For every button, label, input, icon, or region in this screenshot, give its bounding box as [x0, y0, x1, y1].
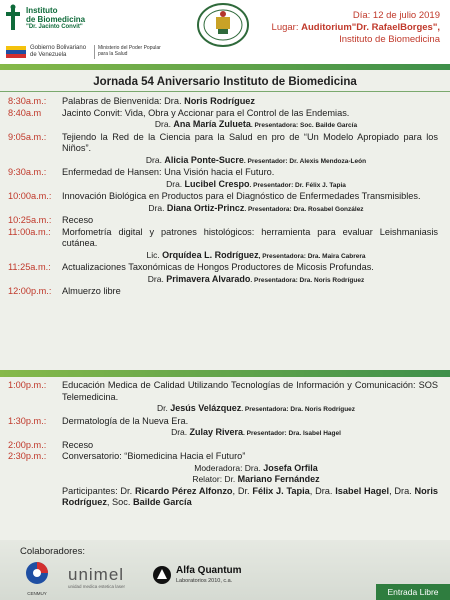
- speaker-line: Dra. Primavera Alvarado. Presentadora: Dra. Noris Rodríguez: [147, 273, 365, 284]
- schedule-topic: Educación Medica de Calidad Utilizando Tecnologías de Información y Comunicación: SOS Telemedicina.: [62, 380, 438, 402]
- schedule-time: 8:40a.m: [8, 107, 42, 118]
- section-divider: [0, 370, 450, 377]
- schedule-time: 12:00p.m.:: [8, 286, 52, 296]
- relator-line: Relator: Dr. Mariano Fernández: [192, 474, 320, 484]
- page-title: Jornada 54 Aniversario Instituto de Biomedicina: [0, 72, 450, 92]
- institute-logo: [4, 4, 124, 40]
- event-date: Día: 12 de julio 2019: [352, 10, 440, 21]
- event-location: Lugar: Auditorium"Dr. RafaelBorges",: [271, 22, 440, 33]
- schedule-time: 8:30a.m.:: [8, 96, 47, 106]
- schedule-topic: Conversatorio: “Biomedicina Hacia el Futuro”: [62, 451, 246, 461]
- schedule-time: 2:00p.m.:: [8, 439, 47, 450]
- schedule-item: [0, 416, 450, 428]
- schedule-topic: Tejiendo la Red de la Ciencia para la Salud en pro de “Un Modelo Apropiado para los Niños”.: [62, 131, 438, 153]
- gov-name: Gobierno Bolivariano de Venezuela: [30, 45, 87, 58]
- schedule-time: 9:30a.m.:: [8, 167, 47, 177]
- schedule-time: 10:25a.m.:: [8, 215, 52, 225]
- schedule-item: [0, 215, 450, 227]
- collaborators-label: Colaboradores:: [20, 546, 85, 557]
- ministry-name: Ministerio del Poder Popular para la Salud: [98, 45, 161, 57]
- header: [0, 0, 450, 64]
- schedule-item: [0, 132, 450, 155]
- schedule-topic: Dermatología de la Nueva Era.: [62, 415, 189, 426]
- speaker-line: Lic. Orquídea L. Rodríguez, Presentadora: Dra. Maira Cabrera: [146, 249, 366, 260]
- schedule-item: [0, 191, 450, 203]
- government-logo: [6, 44, 186, 60]
- speaker-line: Dra. Zulay Rivera. Presentador: Dra. Isabel Hagel: [171, 427, 341, 437]
- alfa-quantum-icon: [152, 565, 172, 585]
- schedule-item: [0, 96, 450, 108]
- speaker-line: Dra. Lucibel Crespo. Presentador: Dr. Félix J. Tapia: [166, 178, 346, 189]
- moderator-line: Moderadora: Dra. Josefa Orfila: [194, 462, 318, 473]
- speaker-line: Dr. Jesús Velázquez. Presentadora: Dra. Noris Rodríguez: [156, 403, 356, 413]
- header-band: [0, 64, 450, 70]
- speaker-line: Dra. Alicia Ponte-Sucre. Presentador: Dr. Alexis Mendoza-León: [145, 154, 367, 165]
- event-info: [272, 10, 440, 46]
- schedule-time: 1:00p.m.:: [8, 380, 47, 390]
- schedule-topic: Palabras de Bienvenida: Dra. Noris Rodríguez: [62, 96, 256, 106]
- participants-line: [0, 486, 450, 509]
- schedule-topic: Receso: [62, 439, 94, 450]
- schedule-item: [0, 451, 450, 463]
- cenmuy-logo: CENMUY: [22, 560, 52, 594]
- schedule-time: 2:30p.m.:: [8, 451, 47, 461]
- gov-separator: [94, 45, 95, 59]
- morning-program: [0, 96, 450, 298]
- schedule-item: [0, 227, 450, 250]
- afternoon-program: [0, 380, 450, 509]
- free-entry-badge: Entrada Libre: [376, 584, 450, 600]
- university-seal-icon: [196, 2, 250, 48]
- schedule-item: [0, 440, 450, 452]
- institute-subtitle: "Dr. Jacinto Convit": [26, 24, 83, 30]
- schedule-time: 11:00a.m.:: [8, 226, 51, 237]
- schedule-item: [0, 286, 450, 298]
- unimel-logo: unimel unidad medica estetica laser: [68, 565, 126, 589]
- schedule-topic: Innovación Biológica en Productos para el Diagnóstico de Enfermedades Transmisibles.: [62, 191, 421, 201]
- schedule-topic: Almuerzo libre: [62, 286, 121, 296]
- schedule-time: 9:05a.m.:: [8, 131, 47, 142]
- event-location-line2: Instituto de Biomedicina: [339, 34, 440, 45]
- schedule-item: [0, 380, 450, 403]
- schedule-topic: Morfometría digital y patrones histológicos: herramienta para evaluar Leishmaniasis cutánea.: [62, 226, 438, 248]
- schedule-topic: Receso: [62, 215, 94, 225]
- participants-list: Participantes: Dr. Ricardo Pérez Alfonzo, Dr. Félix J. Tapia, Dra. Isabel Hagel, Dra. Noris Rodríguez, Soc. Bailde García: [62, 485, 438, 507]
- alfa-quantum-logo: Alfa Quantum Laboratorios 2010, c.a.: [152, 563, 250, 591]
- speaker-line: Dra. Diana Ortiz-Princz. Presentadora: Dra. Rosabel González: [148, 202, 364, 213]
- venezuela-flag-icon: [6, 46, 26, 58]
- institute-name: Instituto de Biomedicina: [26, 6, 86, 24]
- schedule-time: 11:25a.m.:: [8, 262, 51, 272]
- schedule-topic: Actualizaciones Taxonómicas de Hongos Productores de Micosis Profundas.: [62, 262, 374, 272]
- schedule-time: 10:00a.m.:: [8, 191, 52, 201]
- cenmuy-logo-icon: [22, 560, 52, 586]
- schedule-item: [0, 167, 450, 179]
- schedule-topic: Enfermedad de Hansen: Una Visión hacia el Futuro.: [62, 167, 275, 177]
- schedule-item: [0, 108, 450, 120]
- schedule-topic: Jacinto Convit: Vida, Obra y Accionar para el Control de las Endemias.: [62, 107, 350, 118]
- schedule-item: [0, 262, 450, 274]
- speaker-line: Dra. Ana María Zulueta. Presentadora: Soc. Bailde García: [154, 119, 358, 129]
- institute-cross-icon: [4, 4, 22, 32]
- schedule-time: 1:30p.m.:: [8, 415, 47, 426]
